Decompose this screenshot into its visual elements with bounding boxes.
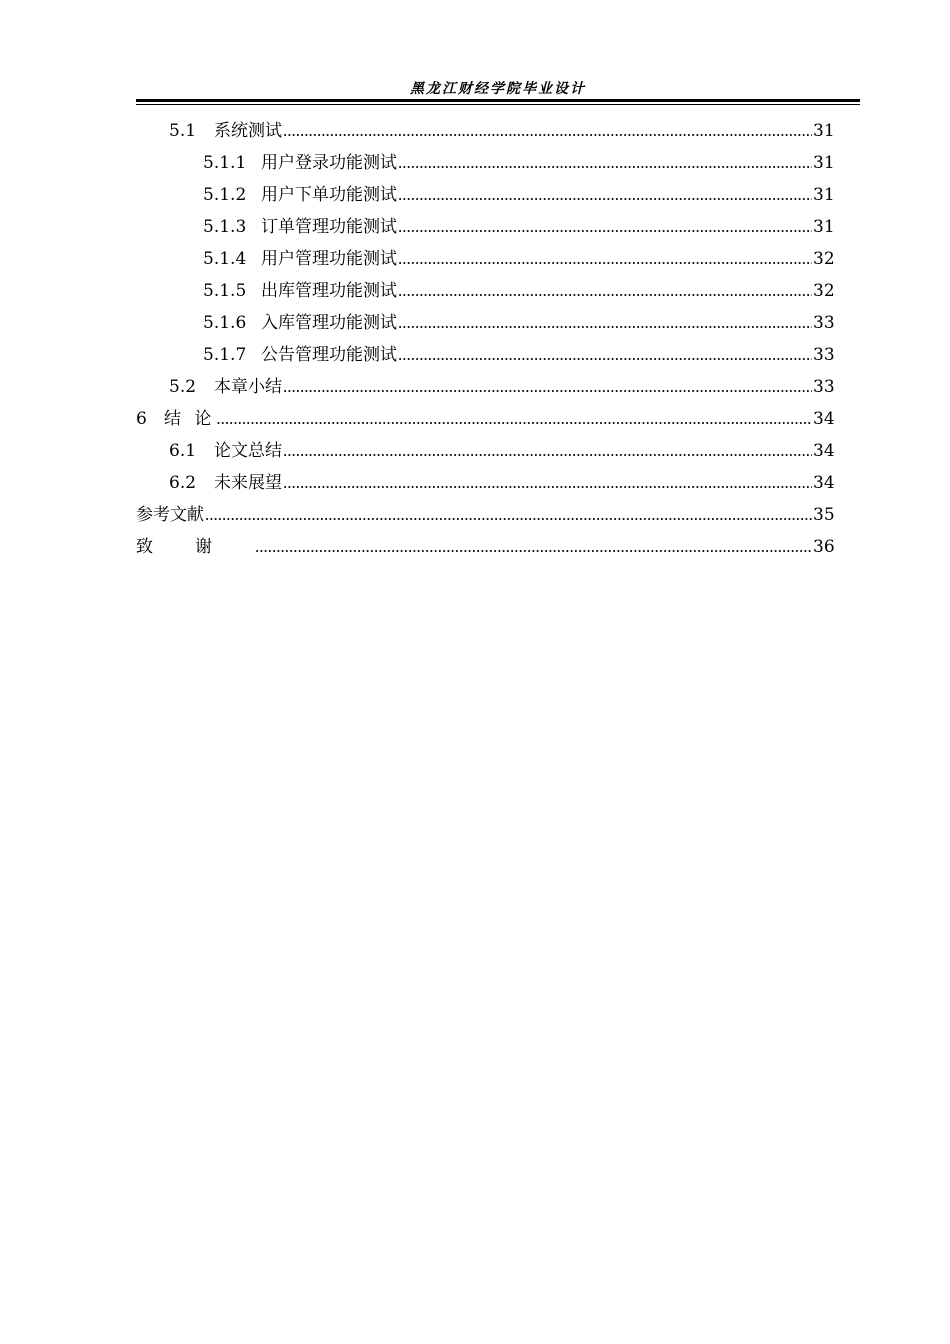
toc-entry-page: 34 [813, 441, 835, 461]
toc-entry-title: 用户登录功能测试 [261, 153, 397, 173]
toc-entry-page: 32 [813, 281, 835, 301]
toc-entry-title: 公告管理功能测试 [261, 345, 397, 365]
toc-leader-dots [398, 179, 812, 211]
toc-entry[interactable] [136, 467, 833, 499]
toc-leader-dots [216, 403, 812, 435]
toc-entry[interactable] [136, 371, 833, 403]
toc-entry[interactable] [136, 339, 833, 371]
toc-entry-number: 5.1.3 [203, 217, 247, 237]
toc-leader-dots [398, 243, 812, 275]
toc-entry-number: 5.1.5 [203, 281, 247, 301]
toc-entry-number: 5.1.6 [203, 313, 247, 333]
header-title: 黑龙江财经学院毕业设计 [410, 81, 586, 97]
toc-entry-title: 本章小结 [214, 377, 282, 397]
toc-entry[interactable] [136, 115, 833, 147]
toc-entry-page: 33 [813, 345, 835, 365]
toc-entry-title: 出库管理功能测试 [261, 281, 397, 301]
toc-leader-dots [398, 307, 812, 339]
toc-entry-title: 系统测试 [214, 121, 282, 141]
toc-entry-title: 论文总结 [214, 441, 282, 461]
toc-entry-page: 31 [813, 185, 835, 205]
toc-leader-dots [283, 115, 812, 147]
toc-leader-dots [205, 499, 812, 531]
toc-entry-number: 6.1 [169, 441, 197, 461]
toc-entry-title: 未来展望 [214, 473, 282, 493]
toc-entry-page: 32 [813, 249, 835, 269]
toc-leader-dots [255, 531, 812, 563]
toc-entry[interactable] [136, 307, 833, 339]
toc-entry-title: 参考文献 [136, 505, 204, 525]
toc-entry-page: 31 [813, 153, 835, 173]
toc-entry[interactable] [136, 531, 833, 563]
toc-entry-title: 用户下单功能测试 [261, 185, 397, 205]
toc-entry-title: 订单管理功能测试 [261, 217, 397, 237]
toc-entry[interactable] [136, 243, 833, 275]
toc-leader-dots [283, 435, 812, 467]
toc-entry-page: 33 [813, 313, 835, 333]
toc-leader-dots [283, 467, 812, 499]
toc-entry-number: 5.1.4 [203, 249, 247, 269]
toc-entry[interactable] [136, 147, 833, 179]
toc-entry[interactable] [136, 435, 833, 467]
toc-entry-number: 5.1.7 [203, 345, 247, 365]
toc-entry-number: 5.1.2 [203, 185, 247, 205]
toc-entry-page: 31 [813, 217, 835, 237]
toc-entry-title: 入库管理功能测试 [261, 313, 397, 333]
toc-entry-number: 6.2 [169, 473, 197, 493]
toc-entry-page: 35 [813, 505, 835, 525]
toc-entry-number: 5.2 [169, 377, 197, 397]
header-rule-thin [136, 104, 860, 105]
toc-entry[interactable] [136, 499, 833, 531]
header-rule-thick [136, 99, 860, 102]
toc-leader-dots [398, 147, 812, 179]
toc-entry-title: 结 论 [164, 409, 216, 429]
toc-leader-dots [283, 371, 812, 403]
toc-entry-page: 33 [813, 377, 835, 397]
toc-leader-dots [398, 339, 812, 371]
toc-entry-title: 致谢 [136, 537, 254, 557]
toc-entry-number: 5.1 [169, 121, 197, 141]
toc-leader-dots [398, 275, 812, 307]
toc-entry-number: 5.1.1 [203, 153, 247, 173]
toc-entry-page: 34 [813, 409, 835, 429]
toc-entry-title: 用户管理功能测试 [261, 249, 397, 269]
toc-leader-dots [398, 211, 812, 243]
toc-entry[interactable] [136, 275, 833, 307]
toc-entry-page: 34 [813, 473, 835, 493]
toc-entry-page: 31 [813, 121, 835, 141]
toc-entry-number: 6 [136, 409, 147, 429]
toc-entry[interactable] [136, 211, 833, 243]
toc-entry[interactable] [136, 179, 833, 211]
table-of-contents [136, 115, 833, 563]
toc-entry-page: 36 [813, 537, 835, 557]
toc-entry[interactable] [136, 403, 833, 435]
